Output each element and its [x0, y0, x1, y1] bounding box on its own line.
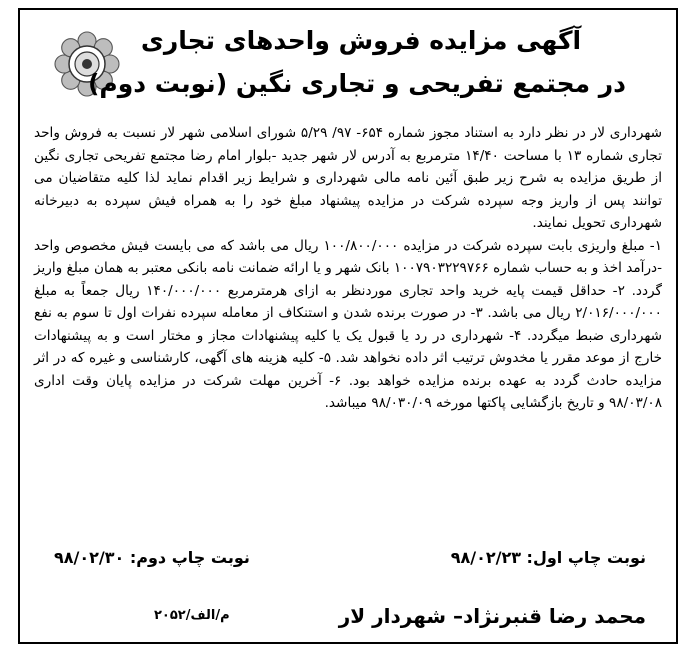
signature: محمد رضا قنبرنژاد– شهردار لار: [338, 604, 646, 628]
notice-title: آگهی مزایده فروش واحدهای تجاری: [140, 26, 582, 55]
first-print-date: نوبت چاپ اول: ۹۸/۰۲/۲۳: [450, 548, 646, 567]
second-print-date: نوبت چاپ دوم: ۹۸/۰۲/۳۰: [54, 548, 250, 567]
print-dates: [54, 548, 646, 572]
notice-body: [34, 122, 662, 415]
intro-paragraph: شهرداری لار در نظر دارد به استناد مجوز شماره ۶۵۴- ۹۷/ ۵/۲۹ شورای اسلامی شهر لار نسبت به فروش واحد تجاری شماره ۱۳ با مساحت ۱۴/۴۰ مترمربع به آدرس لار شهر جدید -بلوار امام رضا مجتمع تفریحی تجاری نگین از طریق مزایده به شرح زیر طبق آئین نامه مالی شهرداری و شرایط زیر اقدام نماید لذا کلیه متقاضیان می توانند پس از واریز وجه سپرده شرکت در مزایده پیشنهاد مبلغ خود را به همراه فیش سپرده به دبیرخانه شهرداری تحویل نمایند.: [34, 125, 662, 231]
notice-frame: [18, 8, 678, 644]
conditions-paragraph: ۱- مبلغ واریزی بابت سپرده شرکت در مزایده ۱۰۰/۸۰۰/۰۰۰ ریال می باشد که می بایست فیش مخصوص واحد -درآمد اخذ و به حساب شماره ۱۰۰۷۹۰۳۲۲۹۷۶۶ بانک شهر و یا ارائه ضمانت نامه بانکی معتبر به همان مبلغ واریز گردد. ۲- حداقل قیمت پایه خرید واحد تجاری موردنظر به ازای هرمترمربع ۱۴۰/۰۰۰/۰۰۰ ریال جمعاً به مبلغ ۲/۰۱۶/۰۰۰/۰۰۰ ریال می باشد. ۳- در صورت برنده شدن و استنکاف از معامله سپرده نفرات اول تا سوم به نفع شهرداری ضبط میگردد. ۴- شهرداری در رد یا قبول یک یا کلیه پیشنهادات مجاز و مختار است و به پیشنهادات خارج از موعد مقرر یا مخدوش ترتیب اثر داده نخواهد شد. ۵- کلیه هزینه های آگهی، کارشناسی و غیره که در اثر مزایده حادث گردد به عهده برنده مزایده خواهد بود. ۶- آخرین مهلت شرکت در مزایده پایان وقت اداری ۹۸/۰۳/۰۸ و تاریخ بازگشایی پاکتها مورخه ۹۸/۰۳۰/۰۹ میباشد.: [34, 237, 662, 411]
reference-code: م/الف/۲۰۵۲: [154, 608, 230, 623]
footer: [54, 604, 646, 634]
notice-subtitle: در مجتمع تفریحی و تجاری نگین (نوبت دوم): [87, 69, 626, 98]
